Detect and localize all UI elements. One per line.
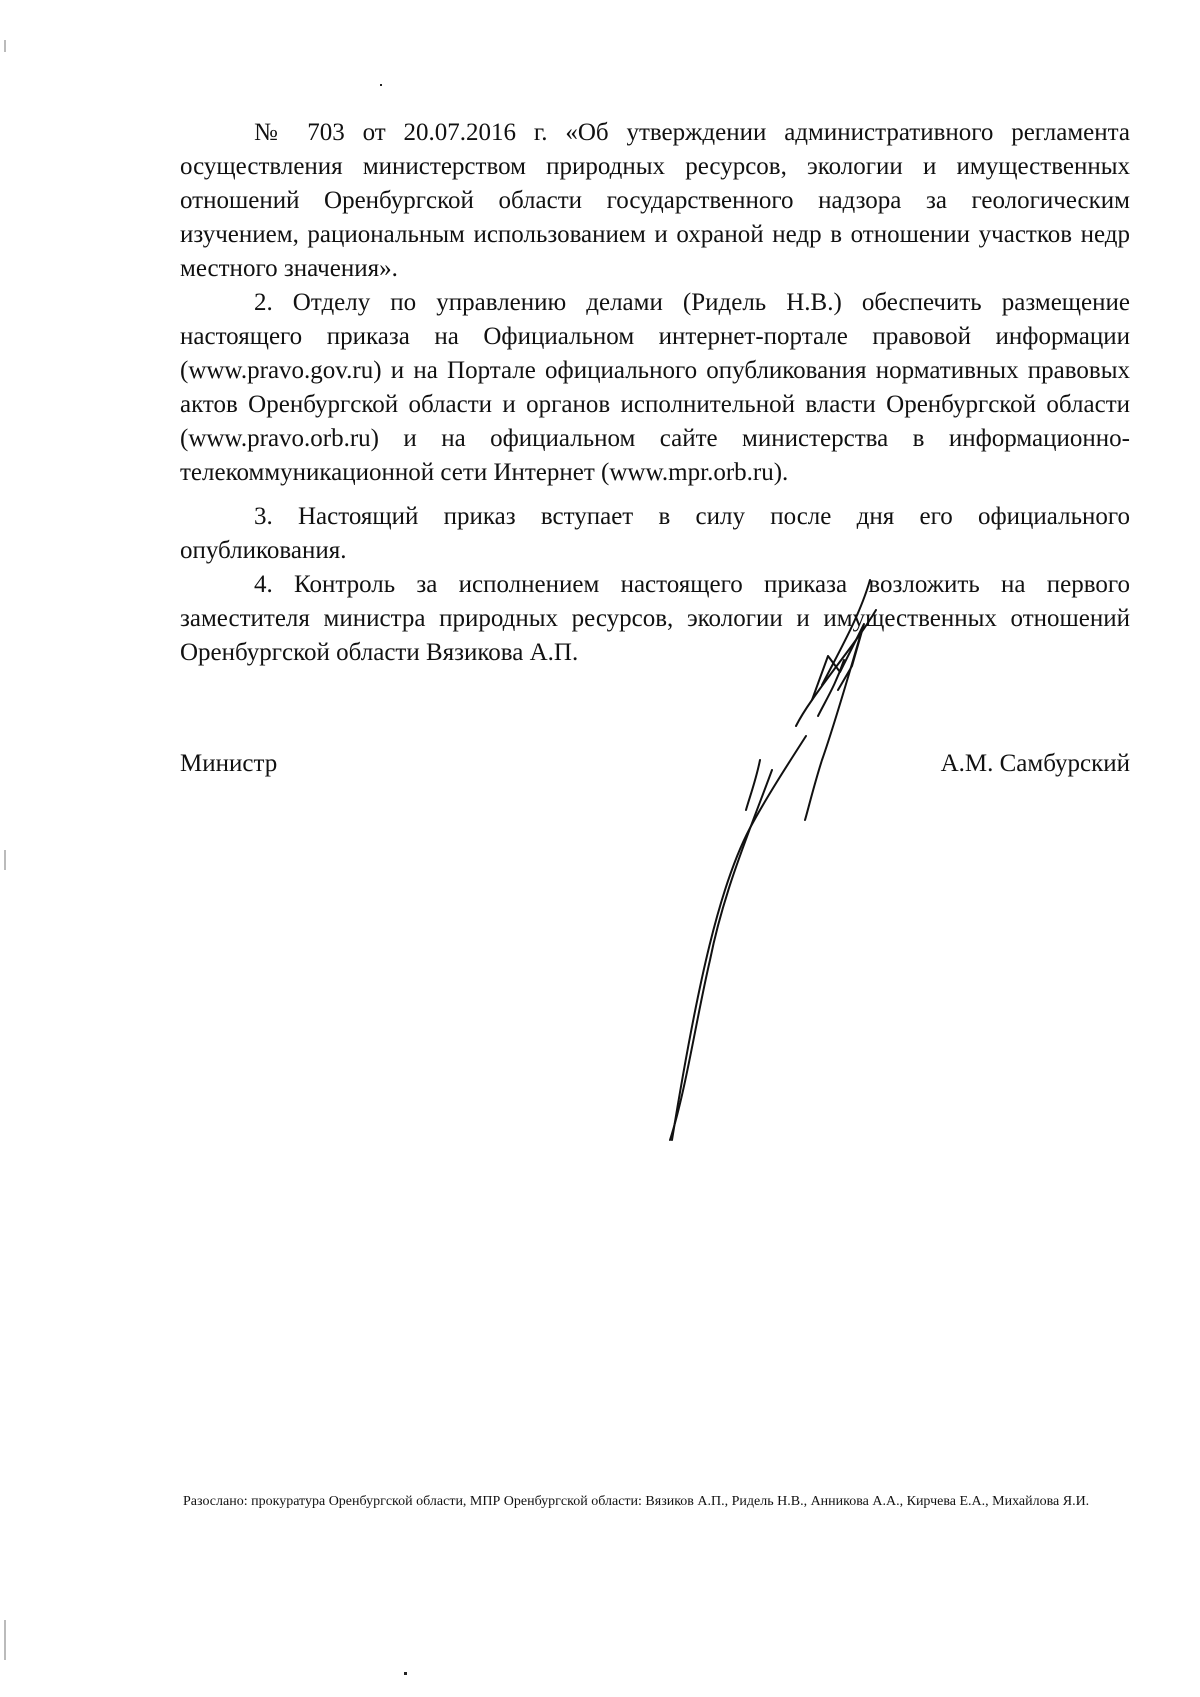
signatory-position: Министр xyxy=(180,750,278,777)
paragraph-4: 4. Контроль за исполнением настоящего приказа возложить на первого заместителя министра природных ресурсов, экологии и имущественных отношений Оренбургской области Вязикова А.П. xyxy=(180,571,1130,666)
scan-speck xyxy=(404,1672,407,1675)
scan-speck xyxy=(380,84,382,86)
scan-edge-mark xyxy=(4,1620,6,1660)
distribution-list: Разослано: прокуратура Оренбургской области, МПР Оренбургской области: Вязиков А.П., Ридель Н.В., Анникова А.А., Кирчева Е.А., Михайлова Я.И. xyxy=(183,1494,1090,1509)
scan-edge-mark xyxy=(4,850,6,870)
handwritten-signature xyxy=(600,560,900,1160)
paragraph-1: № 703 от 20.07.2016 г. «Об утверждении административного регламента осуществления министерством природных ресурсов, экологии и имущественных отношений Оренбургской области государственного надзора за геологическим изучением, рациональным использованием и охраной недр в отношении участков недр местного значения». xyxy=(180,119,1130,282)
paragraph-3: 3. Настоящий приказ вступает в силу после дня его официального опубликования. xyxy=(180,503,1130,564)
scan-edge-mark xyxy=(4,40,6,52)
signatory-name: А.М. Самбурский xyxy=(940,750,1130,777)
paragraph-2: 2. Отделу по управлению делами (Ридель Н.В.) обеспечить размещение настоящего приказа на Официальном интернет-портале правовой информации (www.pravo.gov.ru) и на Портале официального опубликования нормативных правовых актов Оренбургской области и органов исполнительной власти Оренбургской области (www.pravo.orb.ru) и на официальном сайте министерства в информационно-телекоммуникационной сети Интернет (www.mpr.orb.ru). xyxy=(180,289,1130,486)
